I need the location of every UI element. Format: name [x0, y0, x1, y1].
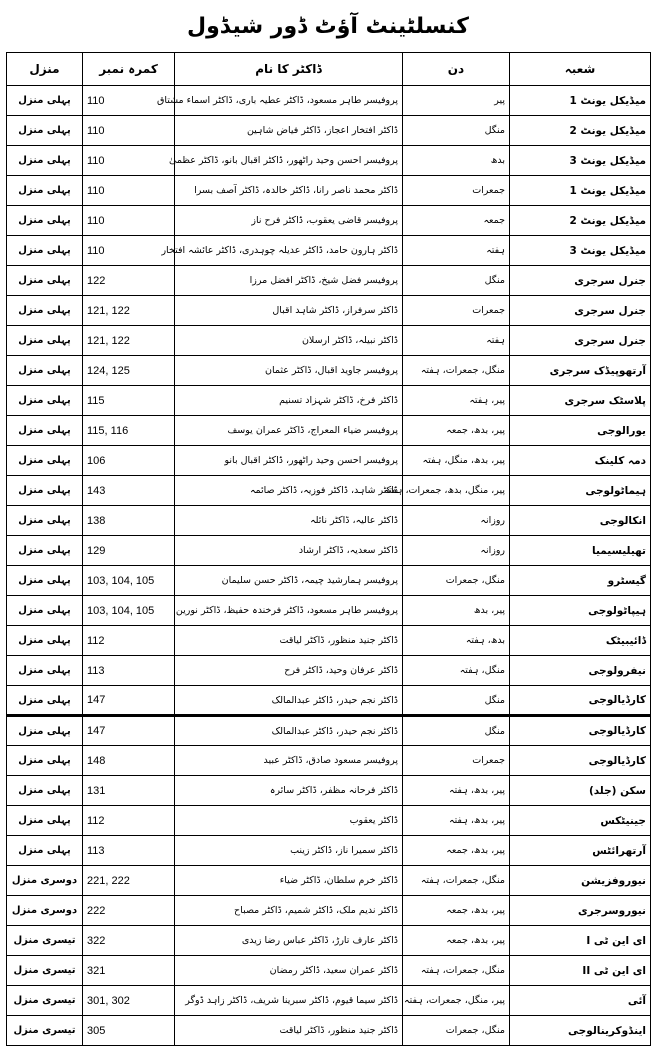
floor-cell: پہلی منزل	[7, 506, 83, 536]
table-row	[7, 476, 651, 506]
department-cell: آئی	[510, 986, 651, 1016]
doctor-cell: پروفیسر جاوید اقبال، ڈاکٹر عثمان	[175, 356, 403, 386]
department-cell: کارڈیالوجی	[510, 746, 651, 776]
floor-cell: پہلی منزل	[7, 446, 83, 476]
department-cell: جنرل سرجری	[510, 326, 651, 356]
day-cell: ہفتہ	[403, 236, 510, 266]
table-row	[7, 536, 651, 566]
room-cell: 115	[83, 386, 175, 416]
doctor-cell: ڈاکٹر جنید منظور، ڈاکٹر لیاقت	[175, 626, 403, 656]
floor-cell: پہلی منزل	[7, 836, 83, 866]
doctor-cell: ڈاکٹر عرفان وحید، ڈاکٹر فرح	[175, 656, 403, 686]
table-row	[7, 686, 651, 716]
room-cell: 121, 122	[83, 326, 175, 356]
doctor-cell: ڈاکٹر جنید منظور، ڈاکٹر لیاقت	[175, 1016, 403, 1046]
room-cell: 110	[83, 236, 175, 266]
doctor-cell: ڈاکٹر ندیم ملک، ڈاکٹر شمیم، ڈاکٹر مصباح	[175, 896, 403, 926]
day-cell: جمعہ	[403, 206, 510, 236]
floor-cell: پہلی منزل	[7, 266, 83, 296]
doctor-cell: پروفیسر فضل شیخ، ڈاکٹر افضل مرزا	[175, 266, 403, 296]
day-cell: ہفتہ	[403, 326, 510, 356]
floor-cell: پہلی منزل	[7, 416, 83, 446]
floor-cell: پہلی منزل	[7, 206, 83, 236]
day-cell: منگل، جمعرات، ہفتہ	[403, 956, 510, 986]
table-row	[7, 806, 651, 836]
department-cell: نیوروفزیشن	[510, 866, 651, 896]
day-cell: پیر، بدھ، ہفتہ	[403, 806, 510, 836]
department-cell: جنرل سرجری	[510, 266, 651, 296]
table-row	[7, 416, 651, 446]
floor-cell: پہلی منزل	[7, 86, 83, 116]
department-cell: انکالوجی	[510, 506, 651, 536]
room-cell: 124, 125	[83, 356, 175, 386]
floor-cell: پہلی منزل	[7, 176, 83, 206]
table-header	[7, 53, 651, 86]
doctor-cell: ڈاکٹر سمیرا ناز، ڈاکٹر زینب	[175, 836, 403, 866]
floor-cell: پہلی منزل	[7, 536, 83, 566]
day-cell: منگل، جمعرات	[403, 1016, 510, 1046]
table-row	[7, 86, 651, 116]
room-cell: 322	[83, 926, 175, 956]
floor-cell: پہلی منزل	[7, 326, 83, 356]
room-cell: 112	[83, 806, 175, 836]
day-cell: منگل	[403, 266, 510, 296]
floor-cell: تیسری منزل	[7, 986, 83, 1016]
header-doctor: ڈاکٹر کا نام	[175, 53, 403, 86]
day-cell: روزانہ	[403, 536, 510, 566]
doctor-cell: ڈاکٹر سعدیہ، ڈاکٹر ارشاد	[175, 536, 403, 566]
department-cell: یورالوجی	[510, 416, 651, 446]
department-cell: میڈیکل یونٹ 3	[510, 236, 651, 266]
floor-cell: پہلی منزل	[7, 746, 83, 776]
table-row	[7, 176, 651, 206]
room-cell: 147	[83, 716, 175, 746]
day-cell: منگل، جمعرات، ہفتہ	[403, 866, 510, 896]
floor-cell: پہلی منزل	[7, 716, 83, 746]
floor-cell: تیسری منزل	[7, 1016, 83, 1046]
room-cell: 103, 104, 105	[83, 566, 175, 596]
floor-cell: پہلی منزل	[7, 296, 83, 326]
department-cell: میڈیکل یونٹ 1	[510, 176, 651, 206]
table-row	[7, 776, 651, 806]
doctor-cell: ڈاکٹر ہارون حامد، ڈاکٹر عدیلہ چوہدری، ڈاکٹر عائشہ افتخار	[175, 236, 403, 266]
floor-cell: پہلی منزل	[7, 656, 83, 686]
table-body	[7, 86, 651, 1046]
floor-cell: پہلی منزل	[7, 116, 83, 146]
doctor-cell: ڈاکٹر خرم سلطان، ڈاکٹر ضیاء	[175, 866, 403, 896]
floor-cell: پہلی منزل	[7, 146, 83, 176]
day-cell: منگل	[403, 686, 510, 716]
floor-cell: دوسری منزل	[7, 896, 83, 926]
day-cell: جمعرات	[403, 296, 510, 326]
table-row	[7, 326, 651, 356]
day-cell: روزانہ	[403, 506, 510, 536]
department-cell: تھیلیسیمیا	[510, 536, 651, 566]
floor-cell: تیسری منزل	[7, 926, 83, 956]
doctor-cell: ڈاکٹر عمران سعید، ڈاکٹر رمضان	[175, 956, 403, 986]
table-row	[7, 836, 651, 866]
doctor-cell: ڈاکٹر سیما قیوم، ڈاکٹر سبرینا شریف، ڈاکٹر زاہد ڈوگر	[175, 986, 403, 1016]
doctor-cell: ڈاکٹر یعقوب	[175, 806, 403, 836]
department-cell: ڈائیبیٹک	[510, 626, 651, 656]
floor-cell: پہلی منزل	[7, 626, 83, 656]
room-cell: 129	[83, 536, 175, 566]
table-row	[7, 296, 651, 326]
doctor-cell: پروفیسر احسن وحید راٹھور، ڈاکٹر اقبال بانو	[175, 446, 403, 476]
day-cell: منگل، جمعرات	[403, 566, 510, 596]
floor-cell: پہلی منزل	[7, 776, 83, 806]
department-cell: اینڈوکرینالوجی	[510, 1016, 651, 1046]
floor-cell: پہلی منزل	[7, 386, 83, 416]
floor-cell: پہلی منزل	[7, 566, 83, 596]
department-cell: آرتھرائٹس	[510, 836, 651, 866]
day-cell: پیر، ہفتہ	[403, 386, 510, 416]
table-row	[7, 986, 651, 1016]
doctor-cell: ڈاکٹر سرفراز، ڈاکٹر شاہد اقبال	[175, 296, 403, 326]
doctor-cell: پروفیسر طاہر مسعود، ڈاکٹر عطیہ باری، ڈاکٹر اسماء مشتاق	[175, 86, 403, 116]
header-room: کمرہ نمبر	[83, 53, 175, 86]
department-cell: جنرل سرجری	[510, 296, 651, 326]
room-cell: 115, 116	[83, 416, 175, 446]
department-cell: آرتھوپیڈک سرجری	[510, 356, 651, 386]
room-cell: 131	[83, 776, 175, 806]
department-cell: دمہ کلینک	[510, 446, 651, 476]
department-cell: کارڈیالوجی	[510, 686, 651, 716]
room-cell: 110	[83, 206, 175, 236]
day-cell: جمعرات	[403, 746, 510, 776]
day-cell: جمعرات	[403, 176, 510, 206]
doctor-cell: پروفیسر ضیاء المعراج، ڈاکٹر عمران یوسف	[175, 416, 403, 446]
department-cell: نیفرولوجی	[510, 656, 651, 686]
header-floor: منزل	[7, 53, 83, 86]
table-row	[7, 896, 651, 926]
floor-cell: پہلی منزل	[7, 806, 83, 836]
day-cell: بدھ	[403, 146, 510, 176]
room-cell: 148	[83, 746, 175, 776]
table-row	[7, 626, 651, 656]
table-row	[7, 716, 651, 746]
doctor-cell: ڈاکٹر شاہد، ڈاکٹر فوزیہ، ڈاکٹر صائمہ	[175, 476, 403, 506]
table-row	[7, 386, 651, 416]
room-cell: 110	[83, 86, 175, 116]
schedule-table	[6, 52, 651, 1046]
day-cell: منگل، ہفتہ	[403, 656, 510, 686]
table-row	[7, 236, 651, 266]
table-row	[7, 1016, 651, 1046]
header-day: دن	[403, 53, 510, 86]
day-cell: پیر، منگل، جمعرات، ہفتہ	[403, 986, 510, 1016]
doctor-cell: پروفیسر مسعود صادق، ڈاکٹر عبید	[175, 746, 403, 776]
room-cell: 138	[83, 506, 175, 536]
room-cell: 121, 122	[83, 296, 175, 326]
day-cell: پیر	[403, 86, 510, 116]
floor-cell: پہلی منزل	[7, 236, 83, 266]
department-cell: نیوروسرجری	[510, 896, 651, 926]
doctor-cell: ڈاکٹر افتخار اعجاز، ڈاکٹر فیاض شاہین	[175, 116, 403, 146]
department-cell: میڈیکل یونٹ 3	[510, 146, 651, 176]
table-row	[7, 206, 651, 236]
day-cell: پیر، بدھ، جمعہ	[403, 896, 510, 926]
department-cell: میڈیکل یونٹ 2	[510, 206, 651, 236]
table-row	[7, 506, 651, 536]
header-row	[7, 53, 651, 86]
doctor-cell: پروفیسر احسن وحید راٹھور، ڈاکٹر اقبال بانو، ڈاکٹر عظمیٰ	[175, 146, 403, 176]
doctor-cell: ڈاکٹر فرحانہ مظفر، ڈاکٹر سائرہ	[175, 776, 403, 806]
table-row	[7, 746, 651, 776]
department-cell: ای این ٹی I	[510, 926, 651, 956]
doctor-cell: پروفیسر طاہر مسعود، ڈاکٹر فرخندہ حفیظ، ڈاکٹر نورین	[175, 596, 403, 626]
day-cell: پیر، بدھ، جمعہ	[403, 836, 510, 866]
department-cell: میڈیکل یونٹ 2	[510, 116, 651, 146]
room-cell: 122	[83, 266, 175, 296]
doctor-cell: ڈاکٹر عالیہ، ڈاکٹر نائلہ	[175, 506, 403, 536]
doctor-cell: پروفیسر ہمارشید چیمہ، ڈاکٹر حسن سلیمان	[175, 566, 403, 596]
day-cell: پیر، بدھ، منگل، ہفتہ	[403, 446, 510, 476]
day-cell: پیر، بدھ، جمعہ	[403, 416, 510, 446]
table-row	[7, 266, 651, 296]
table-row	[7, 116, 651, 146]
page-title: کنسلٹینٹ آؤٹ ڈور شیڈول	[187, 13, 469, 39]
header-department: شعبہ	[510, 53, 651, 86]
doctor-cell: ڈاکٹر محمد ناصر رانا، ڈاکٹر خالدہ، ڈاکٹر آصف بسرا	[175, 176, 403, 206]
day-cell: بدھ، ہفتہ	[403, 626, 510, 656]
doctor-cell: ڈاکٹر عارف تارڑ، ڈاکٹر عباس رضا زیدی	[175, 926, 403, 956]
floor-cell: تیسری منزل	[7, 956, 83, 986]
day-cell: منگل	[403, 116, 510, 146]
department-cell: ای این ٹی II	[510, 956, 651, 986]
department-cell: ہیپاٹولوجی	[510, 596, 651, 626]
room-cell: 321	[83, 956, 175, 986]
table-row	[7, 596, 651, 626]
table-row	[7, 356, 651, 386]
department-cell: جینیٹکس	[510, 806, 651, 836]
floor-cell: پہلی منزل	[7, 596, 83, 626]
doctor-cell: پروفیسر قاضی یعقوب، ڈاکٹر فرح ناز	[175, 206, 403, 236]
department-cell: کارڈیالوجی	[510, 716, 651, 746]
room-cell: 110	[83, 116, 175, 146]
room-cell: 112	[83, 626, 175, 656]
room-cell: 110	[83, 176, 175, 206]
floor-cell: پہلی منزل	[7, 476, 83, 506]
room-cell: 110	[83, 146, 175, 176]
floor-cell: پہلی منزل	[7, 356, 83, 386]
table-row	[7, 956, 651, 986]
day-cell: منگل	[403, 716, 510, 746]
department-cell: میڈیکل یونٹ 1	[510, 86, 651, 116]
table-row	[7, 446, 651, 476]
table-row	[7, 146, 651, 176]
table-row	[7, 656, 651, 686]
room-cell: 221, 222	[83, 866, 175, 896]
day-cell: پیر، بدھ، جمعہ	[403, 926, 510, 956]
room-cell: 301, 302	[83, 986, 175, 1016]
table-row	[7, 866, 651, 896]
room-cell: 106	[83, 446, 175, 476]
table-row	[7, 926, 651, 956]
day-cell: منگل، جمعرات، ہفتہ	[403, 356, 510, 386]
doctor-cell: ڈاکٹر نجم حیدر، ڈاکٹر عبدالمالک	[175, 686, 403, 716]
department-cell: سکن (جلد)	[510, 776, 651, 806]
doctor-cell: ڈاکٹر فرخ، ڈاکٹر شہزاد تسنیم	[175, 386, 403, 416]
department-cell: گیسٹرو	[510, 566, 651, 596]
room-cell: 113	[83, 836, 175, 866]
day-cell: پیر، بدھ، ہفتہ	[403, 776, 510, 806]
table-row	[7, 566, 651, 596]
room-cell: 305	[83, 1016, 175, 1046]
room-cell: 222	[83, 896, 175, 926]
day-cell: پیر، بدھ	[403, 596, 510, 626]
floor-cell: دوسری منزل	[7, 866, 83, 896]
room-cell: 113	[83, 656, 175, 686]
room-cell: 147	[83, 686, 175, 716]
room-cell: 143	[83, 476, 175, 506]
department-cell: ہیماٹولوجی	[510, 476, 651, 506]
day-cell: پیر، منگل، بدھ، جمعرات، ہفتہ	[403, 476, 510, 506]
department-cell: پلاسٹک سرجری	[510, 386, 651, 416]
doctor-cell: ڈاکٹر نبیلہ، ڈاکٹر ارسلان	[175, 326, 403, 356]
doctor-cell: ڈاکٹر نجم حیدر، ڈاکٹر عبدالمالک	[175, 716, 403, 746]
room-cell: 103, 104, 105	[83, 596, 175, 626]
floor-cell: پہلی منزل	[7, 686, 83, 716]
